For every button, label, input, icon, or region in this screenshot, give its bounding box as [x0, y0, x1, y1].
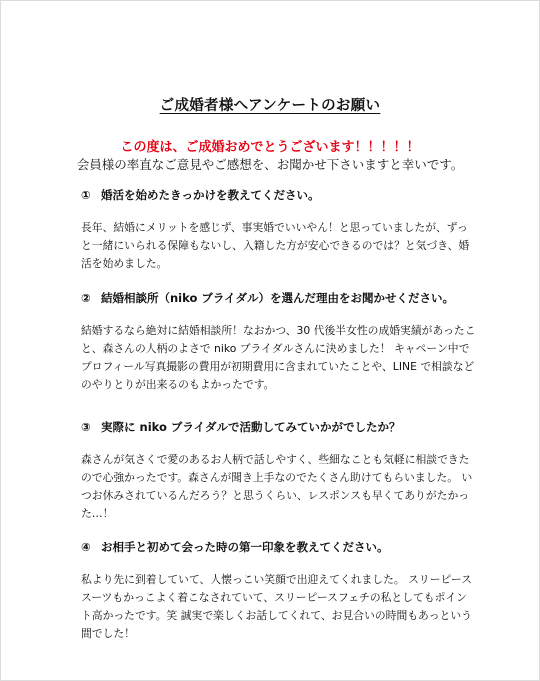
question-4-number: ④: [81, 540, 91, 554]
question-2: [81, 290, 454, 306]
congratulations-message: この度は、ご成婚おめでとうございます！！！！！: [120, 140, 420, 155]
request-message: 会員様の率直なご意見やご感想を、お聞かせ下さいますと幸いです。: [76, 157, 464, 172]
page-title-text: ご成婚者様へアンケートのお願い: [159, 98, 381, 114]
question-4-text: お相手と初めて会った時の第一印象を教えてください。: [101, 540, 389, 554]
question-1: [81, 187, 320, 203]
answer-3: 森さんが気さくで愛のあるお人柄で話しやすく、些細なことも気軽に相談できたので心強かったです。森さんが聞き上手なのでたくさん助けてもらいました。 いつお休みされているんだろう？と思うくらい、レスポンスも早くてありがたかった…！: [81, 453, 473, 520]
question-4: [81, 539, 389, 555]
question-1-number: ①: [81, 188, 91, 202]
question-3: [81, 419, 401, 435]
page-title: [1, 94, 539, 115]
question-2-number: ②: [81, 291, 91, 305]
question-2-text: 結婚相談所（niko ブライダル）を選んだ理由をお聞かせください。: [101, 291, 455, 305]
question-1-text: 婚活を始めたきっかけを教えてください。: [101, 188, 320, 202]
answer-1: 長年、結婚にメリットを感じず、事実婚でいいやん！と思っていましたが、ずっと一緒にいられる保障もないし、入籍した方が安心できるのでは？と気づき、婚活を始めました。: [81, 221, 470, 270]
question-3-number: ③: [81, 420, 91, 434]
question-3-text: 実際に niko ブライダルで活動してみていかがでしたか？: [101, 420, 401, 434]
answer-2: 結婚するなら絶対に結婚相談所！なおかつ、30 代後半女性の成婚実績があったこと、森さんの人柄のよさで niko ブライダルさんに決めました！ キャペーン中でプロフィール写真撮影の費用が初期費用に含まれていたことや、LINE で相談などのやりとりが出来るのもよかったです。: [81, 324, 476, 391]
answer-4: 私より先に到着していて、人懐っこい笑顔で出迎えてくれました。 スリーピーススーツもかっこよく着こなされていて、スリーピースフェチの私としてもポイント高かったです。笑 誠実で楽しくお話してくれて、お見合いの時間もあっという間でした！: [81, 573, 472, 640]
